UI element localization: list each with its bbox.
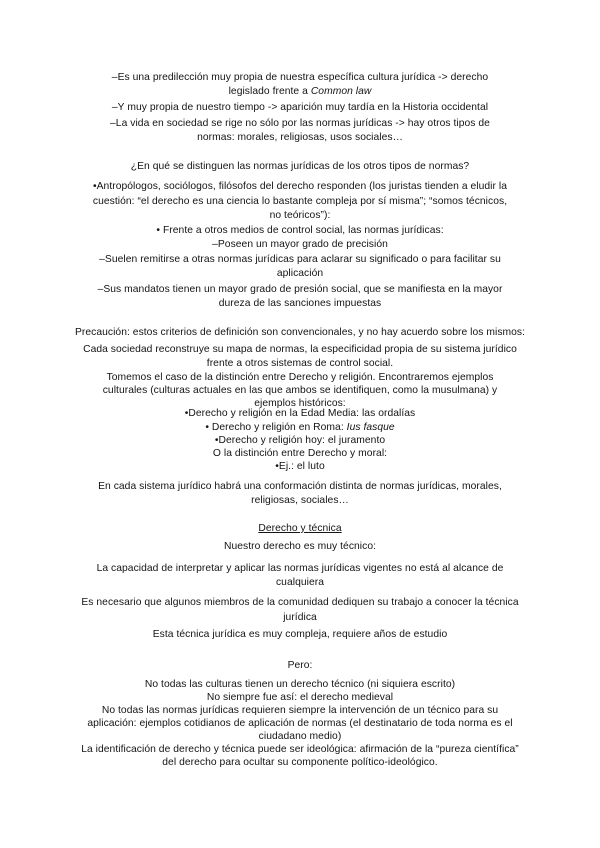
text-line: –La vida en sociedad se rige no sólo por las normas jurídicas -> hay otros tipos de [110, 118, 490, 129]
text-line: No siempre fue así: el derecho medieval [206, 692, 394, 703]
text-line: jurídica [283, 612, 317, 623]
bullet-item: •Ej.: el luto [275, 461, 325, 472]
text-line: dureza de las sanciones impuestas [218, 298, 382, 309]
text-line: frente a otros sistemas de control social. [206, 358, 394, 369]
bullet-item: •Derecho y religión en la Edad Media: las ordalías [184, 408, 416, 419]
text-line: Es necesario que algunos miembros de la comunidad dediquen su trabajo a conocer la técnica [81, 597, 519, 608]
text-line: ejemplos históricos: [254, 398, 346, 409]
text-line: En cada sistema jurídico habrá una conformación distinta de normas jurídicas, morales, [98, 481, 502, 492]
text-line: • Frente a otros medios de control social, las normas jurídicas: [156, 225, 444, 236]
text-line: –Poseen un mayor grado de precisión [212, 239, 388, 250]
text-line: –Suelen remitirse a otras normas jurídicas para aclarar su significado o para facilitar su [99, 254, 501, 265]
text-line: Pero: [287, 660, 313, 671]
section-heading: Derecho y técnica [258, 523, 342, 534]
text-line: aplicación [276, 268, 324, 279]
text-line: legislado frente a Common law [228, 86, 372, 97]
text-line: Nuestro derecho es muy técnico: [223, 541, 377, 552]
text-line: –Sus mandatos tienen un mayor grado de presión social, que se manifiesta en la mayor [97, 284, 503, 295]
text-line: aplicación: ejemplos cotidianos de aplicación de normas (el destinatario de toda norma es el [87, 718, 513, 729]
text-line: cualquiera [275, 577, 324, 588]
text-line: no teóricos”): [269, 210, 331, 221]
text-line: No todas las normas jurídicas requieren siempre la intervención de un técnico para su [101, 705, 499, 716]
text-line: culturales (culturas actuales en las que ambos se identifiquen, como la musulmana) y [102, 385, 498, 396]
text-line: del derecho para ocultar su componente político-ideológico. [162, 757, 438, 768]
text-line: La identificación de derecho y técnica puede ser ideológica: afirmación de la “pureza científica” [81, 744, 519, 755]
text-line: Precaución: estos criterios de definición son convencionales, y no hay acuerdo sobre los mismos: [74, 327, 526, 338]
text-line: –Y muy propia de nuestro tiempo -> aparición muy tardía en la Historia occidental [111, 102, 489, 113]
text-line: No todas las culturas tienen un derecho técnico (ni siquiera escrito) [144, 679, 456, 690]
text-line: O la distinción entre Derecho y moral: [212, 448, 388, 459]
bullet-item: •Derecho y religión hoy: el juramento [214, 435, 386, 446]
text-line: –Es una predilección muy propia de nuestra específica cultura jurídica -> derecho [111, 72, 489, 83]
text-line: Tomemos el caso de la distinción entre Derecho y religión. Encontraremos ejemplos [106, 372, 494, 383]
text-line: Cada sociedad reconstruye su mapa de normas, la especificidad propia de su sistema jurídico [83, 344, 517, 355]
text-line: ciudadano medio) [258, 731, 342, 742]
text-line: normas: morales, religiosas, usos sociales… [197, 132, 403, 143]
text-line: Esta técnica jurídica es muy compleja, requiere años de estudio [152, 629, 448, 640]
text-line: religiosas, sociales… [251, 495, 349, 506]
text-line: La capacidad de interpretar y aplicar las normas jurídicas vigentes no está al alcance de [96, 563, 504, 574]
bullet-item: • Derecho y religión en Roma: Ius fasque [205, 422, 395, 433]
text-line: •Antropólogos, sociólogos, filósofos del derecho responden (los juristas tienden a eludir la [92, 181, 508, 192]
section-question: ¿En qué se distinguen las normas jurídicas de los otros tipos de normas? [130, 161, 470, 172]
text-line: cuestión: “el derecho es una ciencia lo bastante compleja por sí misma”; “somos técnicos, [92, 196, 508, 207]
